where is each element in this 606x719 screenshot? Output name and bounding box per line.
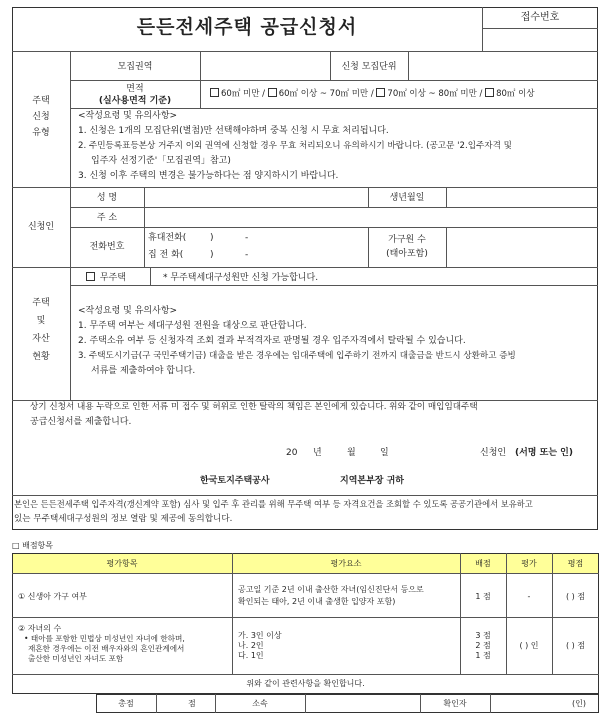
checkbox-icon[interactable]	[485, 88, 494, 97]
row2-points-1: 3 점	[475, 631, 491, 640]
row1-points: 1 점	[475, 592, 491, 601]
row1-score[interactable]: ( ) 점	[565, 592, 586, 601]
household-field[interactable]	[447, 228, 597, 266]
housing-section-label-2: 신청	[32, 112, 50, 122]
address-label: 주 소	[96, 213, 118, 223]
recruit-unit-label: 신청 모집단위	[341, 62, 397, 72]
area-options	[210, 88, 535, 100]
consent-line-2: 있는 무주택세대구성원의 정보 열람 및 제공에 동의합니다.	[14, 514, 233, 524]
home-phone-field[interactable]	[198, 247, 318, 261]
confirmer-label: 확인자	[443, 699, 467, 708]
phone-label: 전화번호	[89, 242, 125, 252]
receipt-number-label: 접수번호	[520, 12, 560, 23]
organization-name: 한국토지주택공사	[200, 476, 270, 486]
row2-element-1: 가. 3인 이상	[238, 631, 282, 640]
affiliation-label: 소속	[252, 699, 268, 708]
row2-points-3: 1 점	[475, 651, 491, 660]
housing-note-2-cont: 입주자 선정기준'「모집권역」참고)	[91, 156, 231, 166]
date-year-unit: 년	[313, 448, 322, 458]
assets-section-label-1: 주택	[32, 298, 50, 308]
header-score: 평점	[567, 559, 584, 568]
recipient-line: 지역본부장 귀하	[340, 476, 404, 486]
date-year: 20	[286, 448, 298, 458]
no-house-note: * 무주택세대구성원만 신청 가능합니다.	[163, 273, 319, 283]
no-house-option[interactable]: 무주택	[86, 272, 126, 284]
name-field[interactable]	[145, 188, 368, 206]
signer-signature-note[interactable]: (서명 또는 인)	[515, 448, 573, 458]
home-phone-dash: -	[245, 250, 249, 260]
consent-line-1: 본인은 든든전세주택 입주자격(갱신계약 포함) 심사 및 입주 후 관리를 위해 무주택 여부 등 자격요건을 조회할 수 있도록 공공기관에서 보유하고	[14, 499, 533, 509]
row1-eval: -	[527, 592, 531, 601]
header-evaluation: 평가	[521, 559, 537, 568]
confirmer-field[interactable]	[491, 695, 561, 712]
total-score-label: 총점	[118, 699, 134, 708]
area-label: 면적	[126, 84, 144, 94]
housing-note-2: 2. 주민등록표등본상 거주지 이외 권역에 신청할 경우 무효 처리되오니 유의하시기 바랍니다. (공고문 '2.입주자격 및	[78, 141, 512, 151]
total-score-field[interactable]	[157, 695, 187, 712]
row2-score[interactable]: ( ) 점	[565, 641, 586, 650]
header-points: 배점	[475, 559, 491, 568]
assets-section-label-2: 및	[36, 316, 46, 326]
date-day-unit: 일	[380, 448, 389, 458]
header-eval-item: 평가항목	[106, 559, 138, 568]
checkbox-icon[interactable]	[86, 272, 95, 281]
applicant-section-label: 신청인	[27, 222, 55, 232]
area-option-70-80[interactable]: 70㎡ 이상 ~ 80㎡ 미만 /	[376, 89, 482, 99]
assets-notes-title: <작성요령 및 유의사항>	[78, 306, 178, 316]
area-option-under-60[interactable]: 60㎡ 미만 /	[210, 89, 265, 99]
home-phone-label: 집 전 화(	[148, 250, 184, 260]
row2-item-note-1: • 태아를 포함한 민법상 미성년인 자녀에 한하며,	[24, 634, 185, 643]
recruit-unit-field[interactable]	[409, 52, 597, 79]
assets-section-label-3: 자산	[32, 334, 50, 344]
household-fetus-label: (태아포함)	[386, 249, 428, 259]
household-label: 가구원 수	[388, 235, 426, 245]
scoring-table	[12, 553, 599, 694]
assets-section-label-4: 현황	[32, 352, 50, 362]
signer-label: 신청인	[480, 448, 507, 458]
housing-note-1: 1. 신청은 1개의 모집단위(별첨)만 선택해야하며 중복 신청 시 무효 처리됩니다.	[78, 126, 389, 136]
birth-field[interactable]	[447, 188, 597, 206]
assets-note-3-cont: 서류를 제출하여야 합니다.	[91, 366, 196, 376]
row2-points-2: 2 점	[475, 641, 491, 650]
mobile-paren: )	[210, 233, 214, 243]
checkbox-icon[interactable]	[268, 88, 277, 97]
housing-section-label-3: 유형	[32, 128, 50, 138]
row1-item: ① 신생아 가구 여부	[18, 592, 87, 601]
address-field[interactable]	[145, 208, 597, 226]
name-label: 성 명	[96, 193, 118, 203]
row1-element-2: 확인되는 태아, 2년 이내 출생한 입양자 포함)	[238, 597, 396, 606]
birth-label: 생년월일	[389, 193, 425, 203]
area-option-over-80[interactable]: 80㎡ 이상	[485, 89, 534, 99]
row1-element-1: 공고일 기준 2년 이내 출산한 자녀(임신진단서 등으로	[238, 585, 424, 594]
receipt-number-field[interactable]	[483, 29, 597, 50]
affiliation-field[interactable]	[306, 695, 418, 712]
recruit-area-label: 모집권역	[117, 62, 153, 72]
row2-item-note-2: 재혼한 경우에는 이전 배우자와의 혼인관계에서	[28, 644, 185, 653]
row2-item-note-3: 출산한 미성년인 자녀도 포함	[28, 654, 124, 663]
mobile-field[interactable]	[198, 230, 318, 244]
assets-note-2: 2. 주택소유 여부 등 신청자격 조회 결과 부적격자로 판명될 경우 입주자격에서 탈락될 수 있습니다.	[78, 336, 466, 346]
scoring-confirm: 위와 같이 관련사항을 확인합니다.	[246, 679, 365, 688]
scoring-section-title: □ 배점항목	[12, 541, 54, 550]
housing-note-3: 3. 신청 이후 주택의 변경은 불가능하다는 점 양지하시기 바랍니다.	[78, 171, 339, 181]
area-basis-label: (실사용면적 기준)	[98, 96, 172, 106]
confirmer-seal[interactable]: (인)	[572, 699, 586, 708]
mobile-label: 휴대전화(	[148, 233, 187, 243]
recruit-area-field[interactable]	[201, 52, 329, 79]
mobile-dash: -	[245, 233, 249, 243]
assets-note-3: 3. 주택도시기금(구 국민주택기금) 대출을 받은 경우에는 임대주택에 입주하기 전까지 대출금을 반드시 상환하고 증빙	[78, 351, 516, 361]
row2-eval[interactable]: ( ) 인	[519, 641, 539, 650]
checkbox-icon[interactable]	[376, 88, 385, 97]
row2-item: ② 자녀의 수	[18, 624, 62, 633]
housing-section-label-1: 주택	[32, 96, 50, 106]
area-option-60-70[interactable]: 60㎡ 이상 ~ 70㎡ 미만 /	[268, 89, 374, 99]
header-eval-element: 평가요소	[330, 559, 362, 568]
row2-element-2: 나. 2인	[238, 641, 264, 650]
total-score-unit: 점	[188, 699, 196, 708]
declaration-line-2: 공급신청서를 제출합니다.	[30, 417, 132, 427]
assets-note-1: 1. 무주택 여부는 세대구성원 전원을 대상으로 판단합니다.	[78, 321, 307, 331]
housing-notes-title: <작성요령 및 유의사항>	[78, 111, 178, 121]
checkbox-icon[interactable]	[210, 88, 219, 97]
home-phone-paren: )	[210, 250, 214, 260]
form-title: 든든전세주택 공급신청서	[136, 16, 358, 38]
date-month-unit: 월	[347, 448, 356, 458]
row2-element-3: 다. 1인	[238, 651, 264, 660]
declaration-line-1: 상기 신청서 내용 누락으로 인한 서류 미 접수 및 허위로 인한 탈락의 책임은 본인에게 있습니다. 위와 같이 매입임대주택	[30, 402, 478, 412]
